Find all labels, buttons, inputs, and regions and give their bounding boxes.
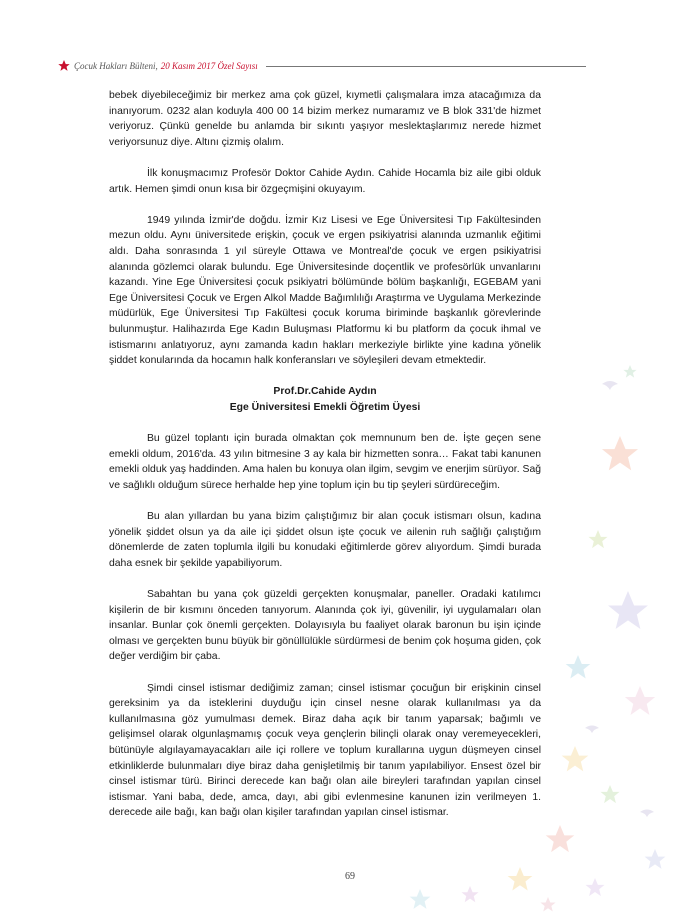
speaker-heading <box>109 384 541 415</box>
header-rule <box>266 66 586 67</box>
paragraph: 1949 yılında İzmir'de doğdu. İzmir Kız Lisesi ve Ege Üniversitesi Tıp Fakültesinden mezun oldu. Aynı üniversitede erişkin, çocuk ve ergen psikiyatrisi alanında uzmanlık eğitimi aldı. Daha sonrasında 1 yıl süreyle Ottawa ve Montreal'de çocuk ve ergen psikiyatrisi alanında gözlemci olarak bulundu. Ege Üniversitesinde doçentlik ve profesörlük unvanlarını kazandı. Yine Ege Üniversitesi çocuk psikiyatri bölümünde bölüm başkanlığı, EGEBAM yani Ege Üniversitesi Çocuk ve Ergen Alkol Madde Bağımlılığı Araştırma ve Uygulama Merkezinde müdürlük, Ege Üniversitesi Tıp Fakültesi çocuk koruma biriminde başkanlık görevlerinde bulunmuştur. Halihazırda Ege Kadın Buluşması Platformu ki bu platform da çocuk ihmal ve istismarını anlatıyoruz, aynı zamanda kadın hakları merkeziyle birlikte yine kadına yönelik şiddet konularında da hocamın halk konferansları ve söyleşileri devam etmektedir. <box>109 214 541 367</box>
paragraph: Sabahtan bu yana çok güzeldi gerçekten konuşmalar, paneller. Oradaki katılımcı kişilerin de bir kısmını önceden tanıyorum. Alanında çok iyi, güvenilir, iyi uygulamaları olan insanlar. Bunlar çok önemli gerçekten. Dolayısıyla bu faaliyet olarak baronun bu işin içinde olması ve gerçekten bunu büyük bir gönüllülükle sürdürmesi de benim çok hoşuma giden, çok değer verdiğim bir çaba. <box>109 589 541 663</box>
page-number: 69 <box>345 871 355 882</box>
running-header <box>58 58 586 74</box>
paragraph: İlk konuşmacımız Profesör Doktor Cahide Aydın. Cahide Hocamla biz aile gibi olduk artık. Hemen şimdi onun kısa bir özgeçmişini okuyayım. <box>109 167 541 195</box>
page-body <box>109 88 541 837</box>
star-icon <box>58 60 70 72</box>
publication-date: 20 Kasım 2017 Özel Sayısı <box>160 61 258 71</box>
paragraph: Bu güzel toplantı için burada olmaktan çok memnunum ben de. İşte geçen sene emekli oldum, 2016'da. 43 yılın bitmesine 3 ay kala bir hizmetten sonra… Fakat tabi kanunen emekli olduk yaş haddinden. Ama halen bu konuya olan ilgim, sevgim ve enerjim sürüyor. Sağ ve sağlıklı olduğum sürece herhalde hep yine toplum için bu tip şeyleri sürdüreceğim. <box>109 433 541 491</box>
speaker-name: Prof.Dr.Cahide Aydın <box>273 386 377 398</box>
paragraph: Şimdi cinsel istismar dediğimiz zaman; cinsel istismar çocuğun bir erişkinin cinsel gereksinim ya da isteklerini duyduğu için cinsel nesne olarak kullanılması ya da kullanılmasına göz yumulması demek. Biraz daha açık bir tanım yaparsak; bağımlı ve gelişimsel olarak olgunlaşmamış çocuk veya gençlerin bilinçli olarak onay veremeyecekleri, bütünüyle algılayamayacakları aile içi rollere ve toplum kurallarına uygun düşmeyen cinsel etkinliklerde bulunmaları diye biraz daha genişletilmiş bir tanım yapılabiliyor. Ensest özel bir cinsel istismar türü. Birinci derecede kan bağı olan aile bireyleri tarafından yapılan cinsel istismar. Yani baba, dede, amca, dayı, abi gibi evlenmesine kanunen izin verilmeyen 1. derecede aile bağı, kan bağı olan kişiler tarafından yapılan cinsel istismar. <box>109 682 541 819</box>
publication-title: Çocuk Hakları Bülteni, <box>74 61 158 71</box>
paragraph: Bu alan yıllardan bu yana bizim çalıştığımız bir alan çocuk istismarı olsun, kadına yönelik şiddet olsun ya da aile içi şiddet olsun işte çocuk ve ailenin ruh sağlığı çalıştığım dönemlerde de zaten toplumla ilgili bu konudaki eğitimlerde görev alıyordum. Şimdi burada daha esnek bir şekilde yapabiliyorum. <box>109 511 541 569</box>
paragraph: bebek diyebileceğimiz bir merkez ama çok güzel, kıymetli çalışmalara imza atacağımıza da inanıyorum. 0232 alan koduyla 400 00 14 bizim merkez numaramız ve B blok 331'de hizmet veriyoruz. Çünkü genelde bu anlamda bir sıkıntı yaşıyor meslektaşlarımız nerede hizmet veriyorsunuz diye. Altını çizmiş olalım. <box>109 90 541 148</box>
speaker-title: Ege Üniversitesi Emekli Öğretim Üyesi <box>229 401 421 413</box>
